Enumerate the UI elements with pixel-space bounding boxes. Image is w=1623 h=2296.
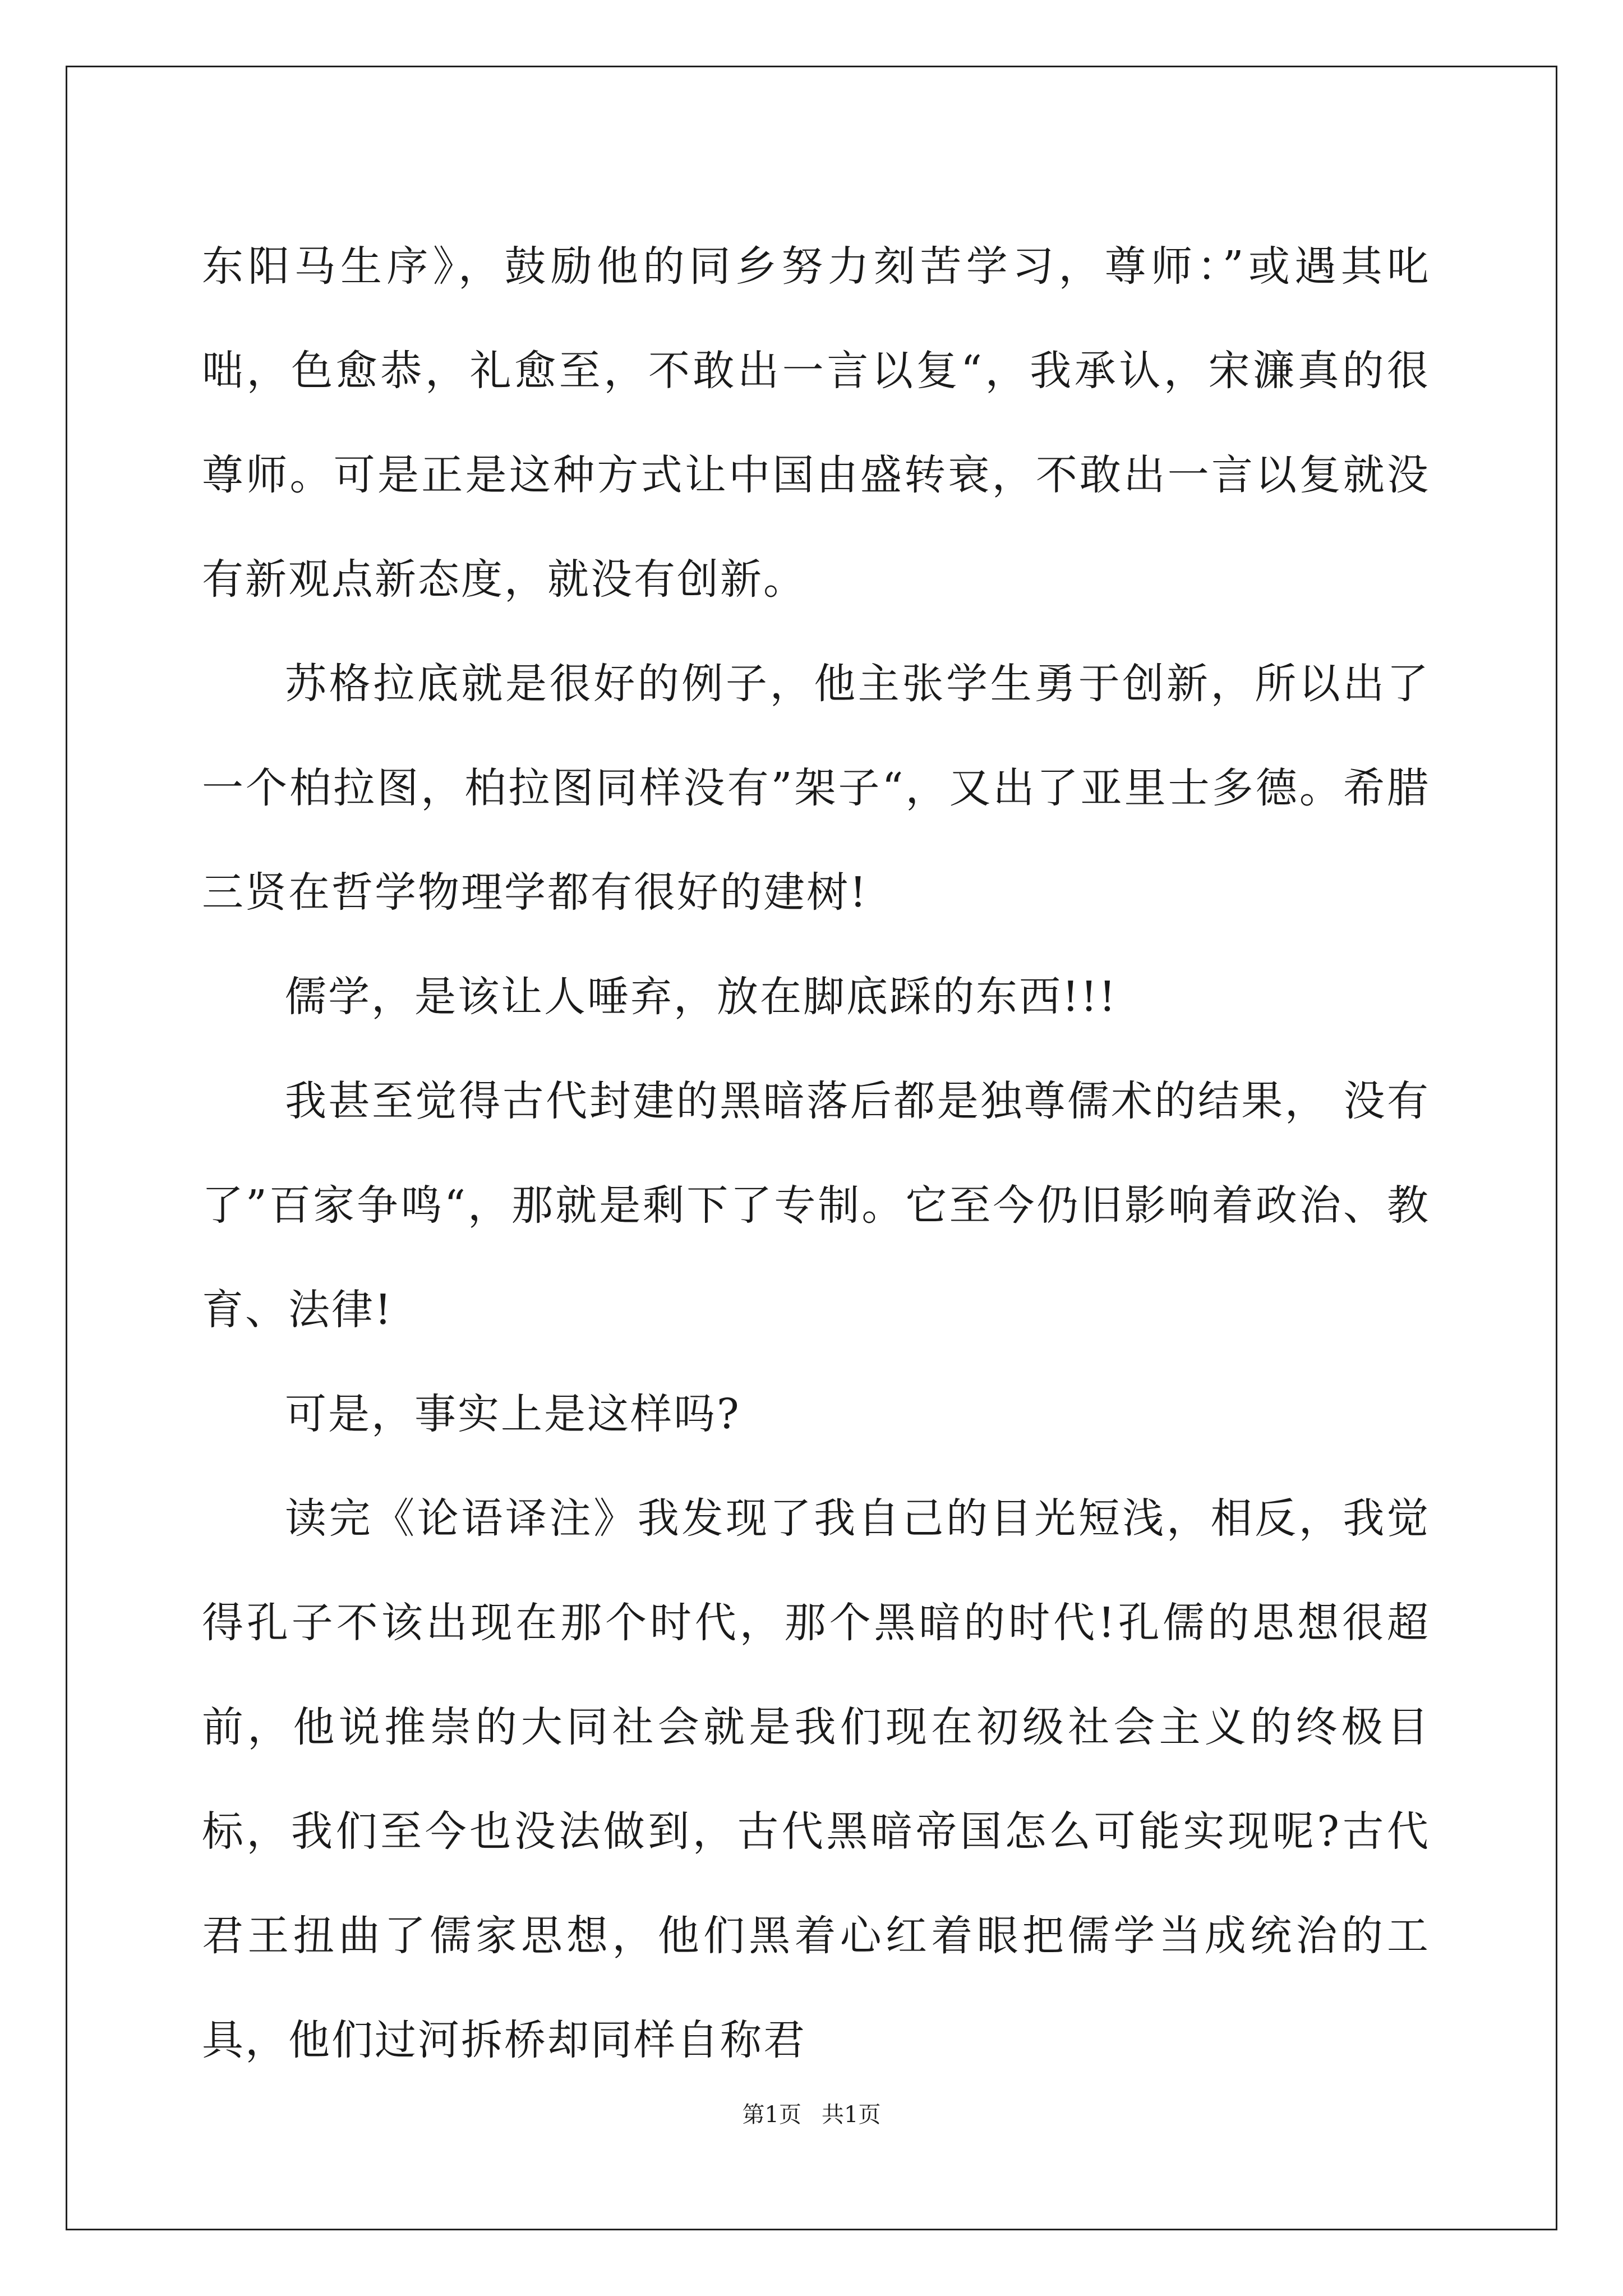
document-body xyxy=(202,214,1430,2092)
page-number: 第1页 xyxy=(742,2102,801,2128)
paragraph-1: 东阳马生序》，鼓励他的同乡努力刻苦学习，尊师：”或遇其叱咄，色愈恭，礼愈至，不敢出一言以复“，我承认，宋濂真的很尊师。可是正是这种方式让中国由盛转衰，不敢出一言以复就没有新观点新态度，就没有创新。 xyxy=(202,242,1430,604)
page-footer xyxy=(0,2101,1623,2129)
page-total: 共1页 xyxy=(822,2102,881,2128)
paragraph-6: 读完《论语译注》我发现了我自己的目光短浅，相反，我觉得孔子不该出现在那个时代，那个黑暗的时代!孔儒的思想很超前，他说推崇的大同社会就是我们现在初级社会主义的终极目标，我们至今也没法做到，古代黑暗帝国怎么可能实现呢?古代君王扭曲了儒家思想，他们黑着心红着眼把儒学当成统治的工具，他们过河拆桥却同样自称君 xyxy=(202,1494,1430,2064)
paragraph-4: 我甚至觉得古代封建的黑暗落后都是独尊儒术的结果， 没有了”百家争鸣“，那就是剩下了专制。它至今仍旧影响着政治、教育、法律! xyxy=(202,1077,1430,1334)
paragraph-5: 可是，事实上是这样吗? xyxy=(285,1390,741,1438)
paragraph-3: 儒学，是该让人唾弃，放在脚底踩的东西!!! xyxy=(285,973,1118,1021)
paragraph-2: 苏格拉底就是很好的例子，他主张学生勇于创新，所以出了一个柏拉图，柏拉图同样没有”架子“，又出了亚里士多德。希腊三贤在哲学物理学都有很好的建树! xyxy=(202,660,1430,917)
